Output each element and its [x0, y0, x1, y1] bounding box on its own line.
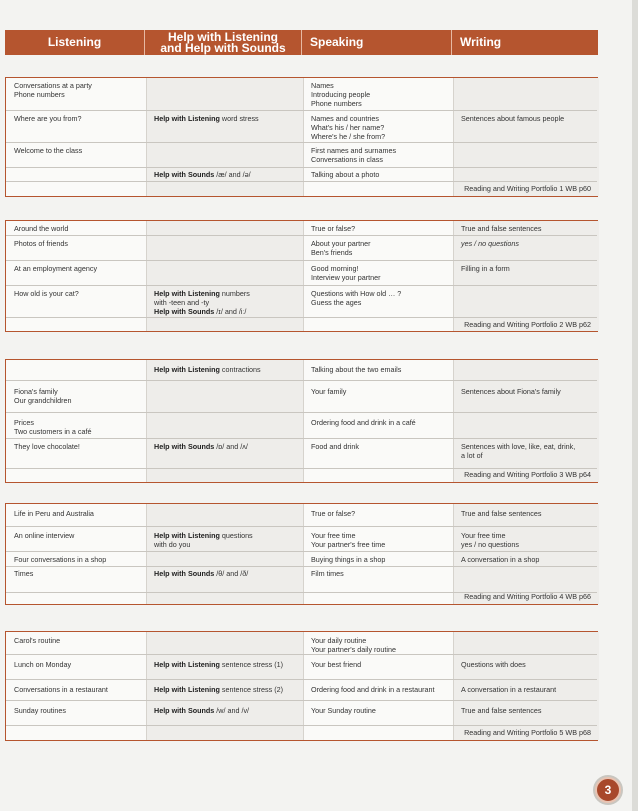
help-label: Help with Listening	[154, 685, 220, 694]
speaking-cell: Talking about a photo	[311, 170, 380, 179]
table-row	[6, 78, 597, 111]
speaking-cell: True or false?	[311, 224, 356, 233]
listening-cell: Carol's routine	[14, 636, 61, 645]
listening-cell: Fiona's family Our grandchildren	[14, 387, 72, 405]
speaking-cell: About your partner Ben's friends	[311, 239, 371, 257]
table-row	[6, 552, 597, 567]
portfolio-reference: Reading and Writing Portfolio 4 WB p66	[464, 592, 591, 601]
help-label: Help with Listening	[154, 289, 220, 298]
table-row	[6, 632, 597, 655]
speaking-cell: Film times	[311, 569, 344, 578]
writing-cell: Your free time yes / no questions	[461, 531, 519, 549]
writing-cell: A conversation in a restaurant	[461, 685, 557, 694]
table-row	[6, 360, 597, 381]
help-label: Help with Sounds	[154, 170, 215, 179]
listening-cell: At an employment agency	[14, 264, 98, 273]
writing-cell: Questions with does	[461, 660, 526, 669]
speaking-cell: Questions with How old … ? Guess the ages	[311, 289, 402, 307]
speaking-cell: Ordering food and drink in a café	[311, 418, 416, 427]
header-listening: Listening	[5, 30, 145, 55]
listening-cell: They love chocolate!	[14, 442, 80, 451]
header-help-line1: Help with Listening	[168, 29, 278, 44]
page-edge	[632, 0, 638, 811]
help-label: Help with Sounds	[154, 569, 215, 578]
writing-cell: True and false sentences	[461, 224, 542, 233]
help-cell	[154, 569, 302, 578]
portfolio-reference: Reading and Writing Portfolio 3 WB p64	[464, 470, 591, 479]
table-header	[5, 30, 598, 55]
help-label: Help with Sounds	[154, 442, 215, 451]
page-number-badge: 3	[595, 777, 621, 803]
listening-cell: How old is your cat?	[14, 289, 79, 298]
help-cell	[154, 660, 302, 669]
table-row	[6, 286, 597, 318]
table-row	[6, 655, 597, 680]
table-row	[6, 680, 597, 701]
speaking-cell: Buying things in a shop	[311, 555, 386, 564]
help-text: /æ/ and /ə/	[214, 170, 251, 179]
help-label: Help with Listening	[154, 114, 220, 123]
writing-cell: Sentences about Fiona's family	[461, 387, 561, 396]
help-cell	[154, 170, 302, 179]
portfolio-reference: Reading and Writing Portfolio 1 WB p60	[464, 184, 591, 193]
table-row	[6, 143, 597, 168]
listening-cell: Conversations at a party Phone numbers	[14, 81, 92, 99]
speaking-cell: Talking about the two emails	[311, 365, 402, 374]
listening-cell: Conversations in a restaurant	[14, 685, 108, 694]
table-row	[6, 413, 597, 439]
speaking-cell: Your Sunday routine	[311, 706, 376, 715]
speaking-cell: Your daily routine Your partner's daily routine	[311, 636, 397, 654]
unit-3-block	[5, 359, 598, 483]
help-label: Help with Sounds	[154, 706, 215, 715]
unit-1-block	[5, 77, 598, 197]
speaking-cell: Your family	[311, 387, 347, 396]
speaking-cell: True or false?	[311, 509, 356, 518]
table-row	[6, 567, 597, 593]
speaking-cell: Names and countries What's his / her name? Where's he / she from?	[311, 114, 386, 141]
speaking-cell: Food and drink	[311, 442, 359, 451]
help-text: /w/ and /v/	[214, 706, 250, 715]
help-cell	[154, 365, 302, 374]
table-row	[6, 261, 597, 286]
listening-cell: Around the world	[14, 224, 69, 233]
writing-cell: yes / no questions	[461, 239, 519, 248]
speaking-cell: Ordering food and drink in a restaurant	[311, 685, 435, 694]
header-help-line2: and Help with Sounds	[160, 40, 286, 55]
help-label: Help with Listening	[154, 660, 220, 669]
unit-4-block	[5, 503, 598, 605]
writing-cell: Sentences with love, like, eat, drink, a lot of	[461, 442, 576, 460]
listening-cell: Prices Two customers in a café	[14, 418, 92, 436]
writing-cell: Filling in a form	[461, 264, 510, 273]
header-help	[145, 30, 302, 55]
writing-cell: A conversation in a shop	[461, 555, 540, 564]
help-text: word stress	[219, 114, 259, 123]
header-speaking: Speaking	[302, 30, 452, 55]
table-row	[6, 168, 597, 182]
unit-2-block	[5, 220, 598, 332]
listening-cell: Where are you from?	[14, 114, 82, 123]
help-cell	[154, 531, 302, 549]
listening-cell: Sunday routines	[14, 706, 66, 715]
listening-cell: Four conversations in a shop	[14, 555, 107, 564]
speaking-cell: First names and surnames Conversations in class	[311, 146, 397, 164]
help-text: sentence stress (1)	[219, 660, 284, 669]
help-label: Help with Listening	[154, 531, 220, 540]
speaking-cell: Your free time Your partner's free time	[311, 531, 386, 549]
listening-cell: Lunch on Monday	[14, 660, 72, 669]
help-label: Help with Listening	[154, 365, 220, 374]
help-text: /ɒ/ and /ʌ/	[214, 442, 248, 451]
writing-cell: Sentences about famous people	[461, 114, 565, 123]
help-text: numbers with -teen and -ty	[154, 289, 250, 307]
portfolio-reference: Reading and Writing Portfolio 2 WB p62	[464, 320, 591, 329]
table-row	[6, 701, 597, 726]
table-row	[6, 439, 597, 469]
listening-cell: Photos of friends	[14, 239, 68, 248]
unit-5-block	[5, 631, 598, 741]
help-text: /ɪ/ and /iː/	[214, 307, 247, 316]
listening-cell: Life in Peru and Australia	[14, 509, 94, 518]
help-text: questions with do you	[154, 531, 253, 549]
help-cell	[154, 114, 302, 123]
help-text: sentence stress (2)	[219, 685, 284, 694]
speaking-cell: Names Introducing people Phone numbers	[311, 81, 371, 108]
listening-cell: Welcome to the class	[14, 146, 83, 155]
help-cell	[154, 289, 302, 316]
table-row	[6, 236, 597, 261]
speaking-cell: Good morning! Interview your partner	[311, 264, 381, 282]
listening-cell: An online interview	[14, 531, 75, 540]
table-row	[6, 221, 597, 236]
table-row	[6, 527, 597, 552]
speaking-cell: Your best friend	[311, 660, 362, 669]
help-cell	[154, 685, 302, 694]
portfolio-reference: Reading and Writing Portfolio 5 WB p68	[464, 728, 591, 737]
help-cell	[154, 706, 302, 715]
writing-cell: True and false sentences	[461, 509, 542, 518]
table-row	[6, 381, 597, 413]
help-text: /θ/ and /ð/	[214, 569, 249, 578]
help-text: contractions	[219, 365, 261, 374]
help-cell	[154, 442, 302, 451]
table-row	[6, 504, 597, 527]
table-row	[6, 111, 597, 143]
listening-cell: Times	[14, 569, 34, 578]
help-label: Help with Sounds	[154, 307, 215, 316]
writing-cell: True and false sentences	[461, 706, 542, 715]
header-writing: Writing	[460, 35, 502, 49]
